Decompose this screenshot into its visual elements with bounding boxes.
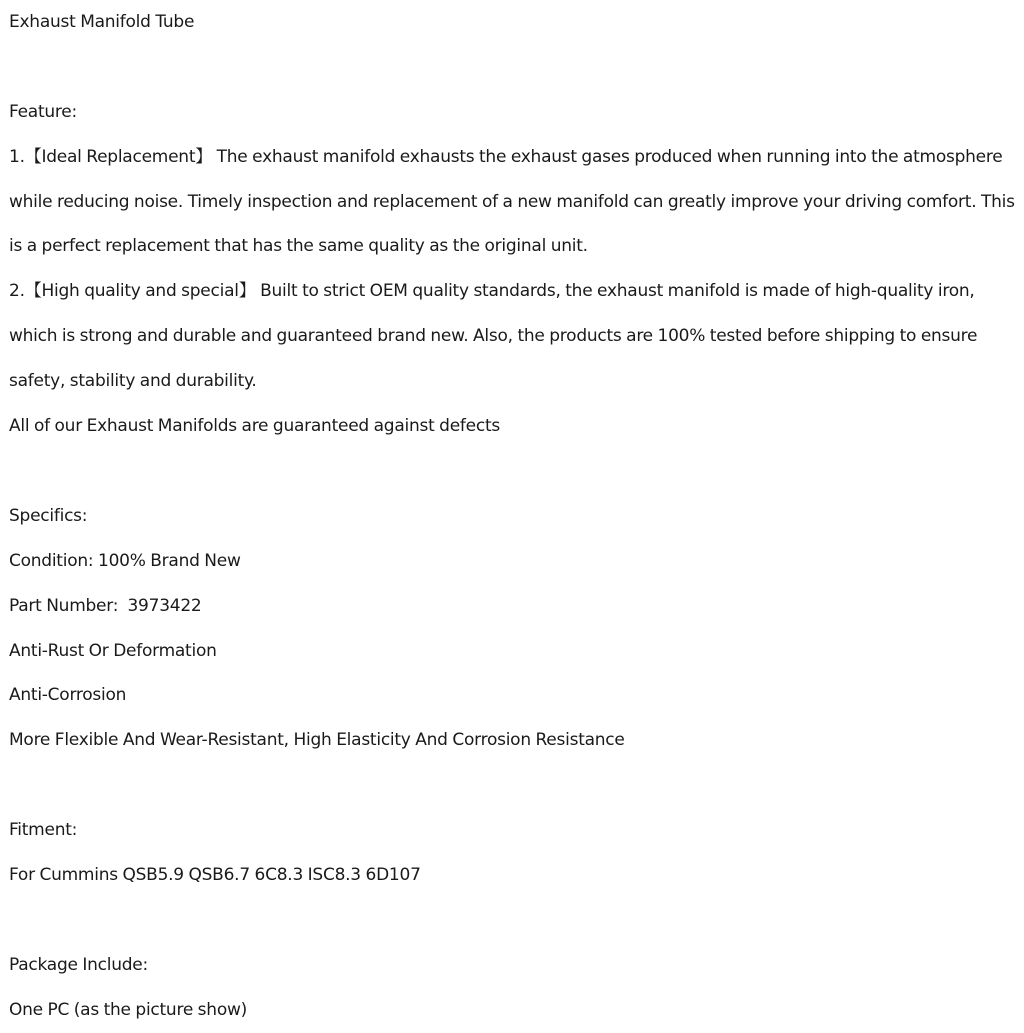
spec-flexible: More Flexible And Wear-Resistant, High Elasticity And Corrosion Resistance <box>9 730 625 751</box>
package-contents: One PC (as the picture show) <box>9 999 248 1020</box>
fitment-models: For Cummins QSB5.9 QSB6.7 6C8.3 ISC8.3 6D107 <box>9 865 421 886</box>
package-heading: Package Include: <box>9 954 148 975</box>
fitment-heading: Fitment: <box>9 820 78 841</box>
spec-anti-corrosion: Anti-Corrosion <box>9 685 127 706</box>
spec-anti-rust: Anti-Rust Or Deformation <box>9 640 217 661</box>
product-description <box>9 0 1021 1033</box>
spec-condition: Condition: 100% Brand New <box>9 550 241 571</box>
feature-item-ideal-replacement: 1.【Ideal Replacement】 The exhaust manifold exhausts the exhaust gases produced when running into the atmosphere while reducing noise. Timely inspection and replacement of a new manifold can greatly improve your driving comfort. This is a perfect replacement that has the same quality as the original unit. <box>9 146 1015 257</box>
spec-part-number: Part Number: 3973422 <box>9 595 202 616</box>
feature-heading: Feature: <box>9 101 77 122</box>
spacer <box>9 45 1021 90</box>
spacer <box>9 449 1021 494</box>
spacer <box>9 763 1021 808</box>
guarantee-text: All of our Exhaust Manifolds are guaranteed against defects <box>9 416 500 437</box>
spacer <box>9 898 1021 943</box>
feature-item-high-quality: 2.【High quality and special】 Built to strict OEM quality standards, the exhaust manifold is made of high-quality iron, which is strong and durable and guaranteed brand new. Also, the products are 100% tested before shipping to ensure safety, stability and durability. <box>9 281 978 392</box>
specifics-heading: Specifics: <box>9 505 88 526</box>
product-title: Exhaust Manifold Tube <box>9 12 195 32</box>
